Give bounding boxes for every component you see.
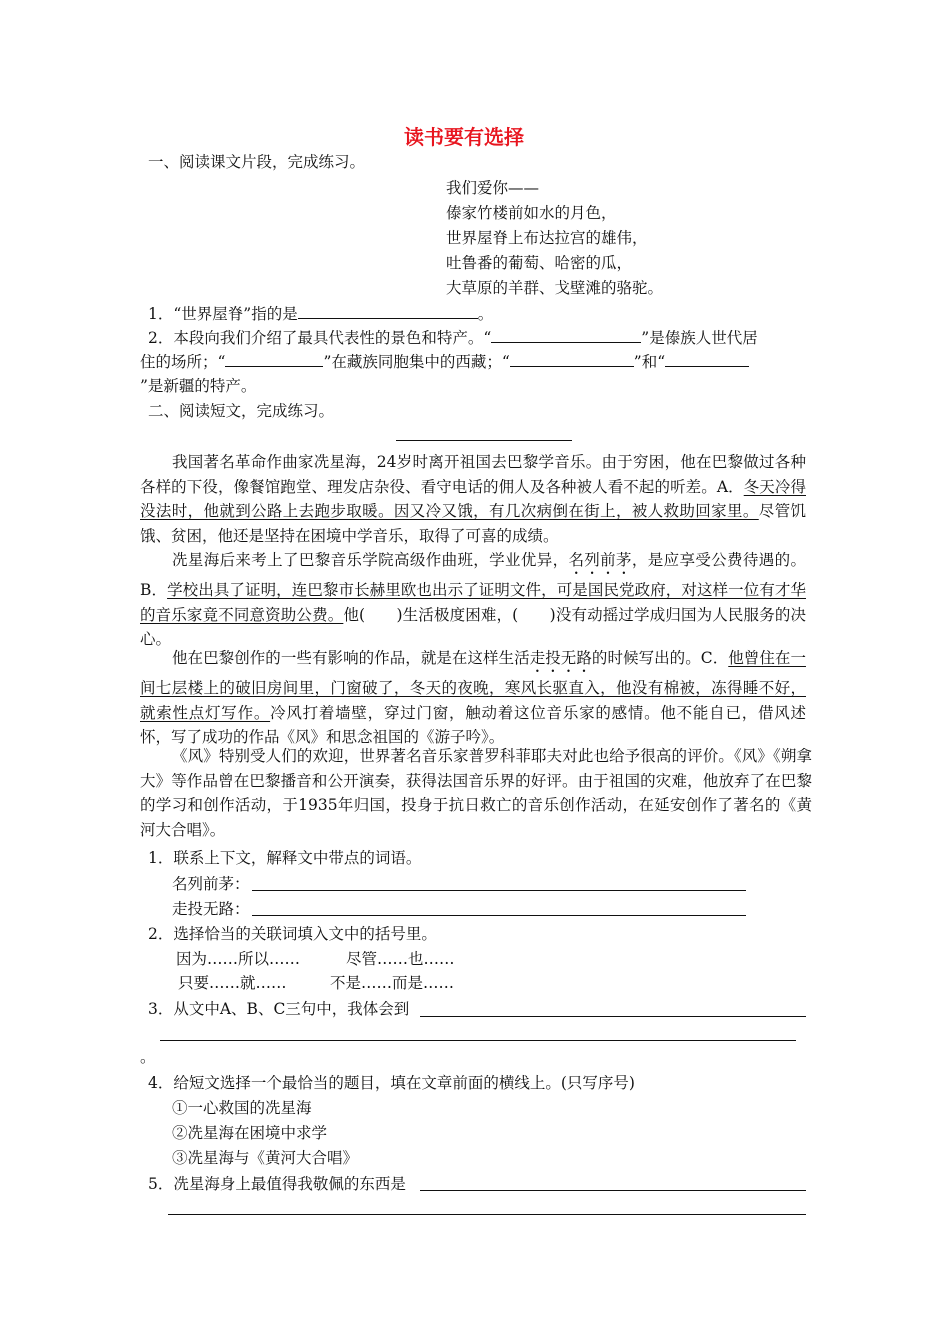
- part2-question-4: 4．给短文选择一个最恰当的题目，填在文章前面的横线上。(只写序号): [148, 1074, 635, 1092]
- q1-end: 。: [477, 305, 494, 323]
- answer-blank[interactable]: [225, 350, 323, 367]
- paragraph-2: [140, 548, 806, 652]
- answer-line[interactable]: [252, 915, 746, 916]
- answer-line[interactable]: [168, 1214, 806, 1215]
- q2-text: ”在藏族同胞集中的西藏；“: [323, 353, 510, 371]
- sentence-c: 他曾住在一间七层楼上的破旧房间里，门窗破了，冬天的夜晚，寒风长驱直入，他没有棉被，冻得睡不好，就索性点灯写作。: [140, 649, 806, 722]
- p3-text: 冷风打着墙壁，穿过门窗，触动着这位音乐家的感情。他不能自已，借风述怀，写了成功的作品《风》和思念祖国的《游子吟》。: [140, 703, 806, 747]
- title-answer-blank[interactable]: [396, 440, 572, 441]
- q1-text: 1．“世界屋脊”指的是: [148, 305, 298, 323]
- poem-line: 大草原的羊群、戈壁滩的骆驼。: [446, 279, 664, 297]
- part1-heading: 一、阅读课文片段，完成练习。: [148, 153, 366, 171]
- p3-text: 的时候写出的。C．: [591, 649, 729, 667]
- conjunction-option: 只要……就……: [178, 974, 287, 992]
- answer-line[interactable]: [160, 1040, 796, 1041]
- q1-word-2-label: 走投无路：: [172, 900, 250, 918]
- answer-blank[interactable]: [510, 350, 634, 367]
- title-option-2: ②冼星海在困境中求学: [172, 1124, 328, 1142]
- part1-question-2-line3: ”是新疆的特产。: [140, 377, 257, 395]
- title-option-1: ①一心救国的冼星海: [172, 1099, 312, 1117]
- p1-text: 尽管饥饿、贫困，他还是坚持在困境中学音乐，取得了可喜的成绩。: [140, 502, 806, 545]
- poem-line: 世界屋脊上布达拉宫的雄伟，: [446, 229, 648, 247]
- poem-line: 我们爱你——: [446, 179, 540, 197]
- part2-question-1: 1．联系上下文，解释文中带点的词语。: [148, 849, 422, 867]
- conjunction-option: 因为……所以……: [176, 950, 301, 968]
- part1-question-1: [148, 302, 493, 326]
- paragraph-4: 《风》特别受人们的欢迎，世界著名音乐家普罗科菲耶夫对此也给予很高的评价。《风》《朔拿大》等作品曾在巴黎播音和公开演奏，获得法国音乐界的好评。由于祖国的灾难，他放弃了在巴黎的学习和创作活动，于1935年归国，投身于抗日救亡的音乐创作活动，在延安创作了著名的《黄河大合唱》。: [140, 747, 812, 839]
- poem-line: 傣家竹楼前如水的月色，: [446, 204, 617, 222]
- answer-line[interactable]: [252, 890, 746, 891]
- conjunction-option: 尽管……也……: [346, 950, 455, 968]
- answer-blank[interactable]: [491, 326, 641, 343]
- part1-question-2-line1: [148, 326, 758, 350]
- p2-text: 冼星海后来考上了巴黎音乐学院高级作曲班，学业优异，: [172, 551, 569, 569]
- sentence-a: 冬天冷得没法时，他就到公路上去跑步取暖。因又冷又饿，有几次病倒在街上，被人救助回家里。: [140, 477, 806, 521]
- part2-question-3: 3．从文中A、B、C三句中，我体会到: [148, 1000, 410, 1018]
- answer-blank[interactable]: [298, 302, 478, 319]
- conjunction-option: 不是……而是……: [330, 974, 455, 992]
- p1-text: 我国著名革命作曲家冼星海，24岁时离开祖国去巴黎学音乐。由于穷困，他在巴黎做过各种各样的下役，像餐馆跑堂、理发店杂役、看守电话的佣人及各种被人看不起的听差。A．: [140, 453, 806, 496]
- q3-end: 。: [140, 1048, 156, 1066]
- q2-text: 住的场所；“: [140, 353, 226, 371]
- answer-blank[interactable]: [665, 350, 749, 367]
- q2-text: 2．本段向我们介绍了最具代表性的景色和特产。“: [148, 329, 492, 347]
- part2-question-5: 5．冼星海身上最值得我敬佩的东西是: [148, 1175, 406, 1193]
- poem-line: 吐鲁番的葡萄、哈密的瓜，: [446, 254, 633, 272]
- dotted-word-1: 名列前茅: [568, 551, 632, 569]
- dotted-word-2: 走投无路: [529, 649, 592, 667]
- part1-question-2-line2: [140, 350, 749, 374]
- sentence-b: 学校出具了证明，连巴黎市长赫里欧也出示了证明文件，可是国民党政府，对这样一位有才华的音乐家竟不同意资助公费。: [140, 581, 806, 624]
- answer-line[interactable]: [420, 1016, 806, 1017]
- p2-text: ，是应享受公费待遇的。B．: [140, 551, 806, 599]
- p2-text: 他( )生活极度困难，( )没有动摇过学成归国为人民服务的决心。: [140, 605, 806, 649]
- page-title: 读书要有选择: [404, 125, 524, 149]
- title-option-3: ③冼星海与《黄河大合唱》: [172, 1149, 359, 1167]
- answer-line[interactable]: [420, 1190, 806, 1191]
- paragraph-3: [140, 646, 806, 750]
- q2-text: ”和“: [633, 353, 666, 371]
- part2-heading: 二、阅读短文，完成练习。: [148, 402, 335, 420]
- part2-question-2: 2．选择恰当的关联词填入文中的括号里。: [148, 925, 437, 943]
- paragraph-1: [140, 450, 806, 548]
- q2-text: ”是傣族人世代居: [641, 329, 758, 347]
- p3-text: 他在巴黎创作的一些有影响的作品，就是在这样生活: [172, 649, 530, 667]
- q1-word-1-label: 名列前茅：: [172, 875, 250, 893]
